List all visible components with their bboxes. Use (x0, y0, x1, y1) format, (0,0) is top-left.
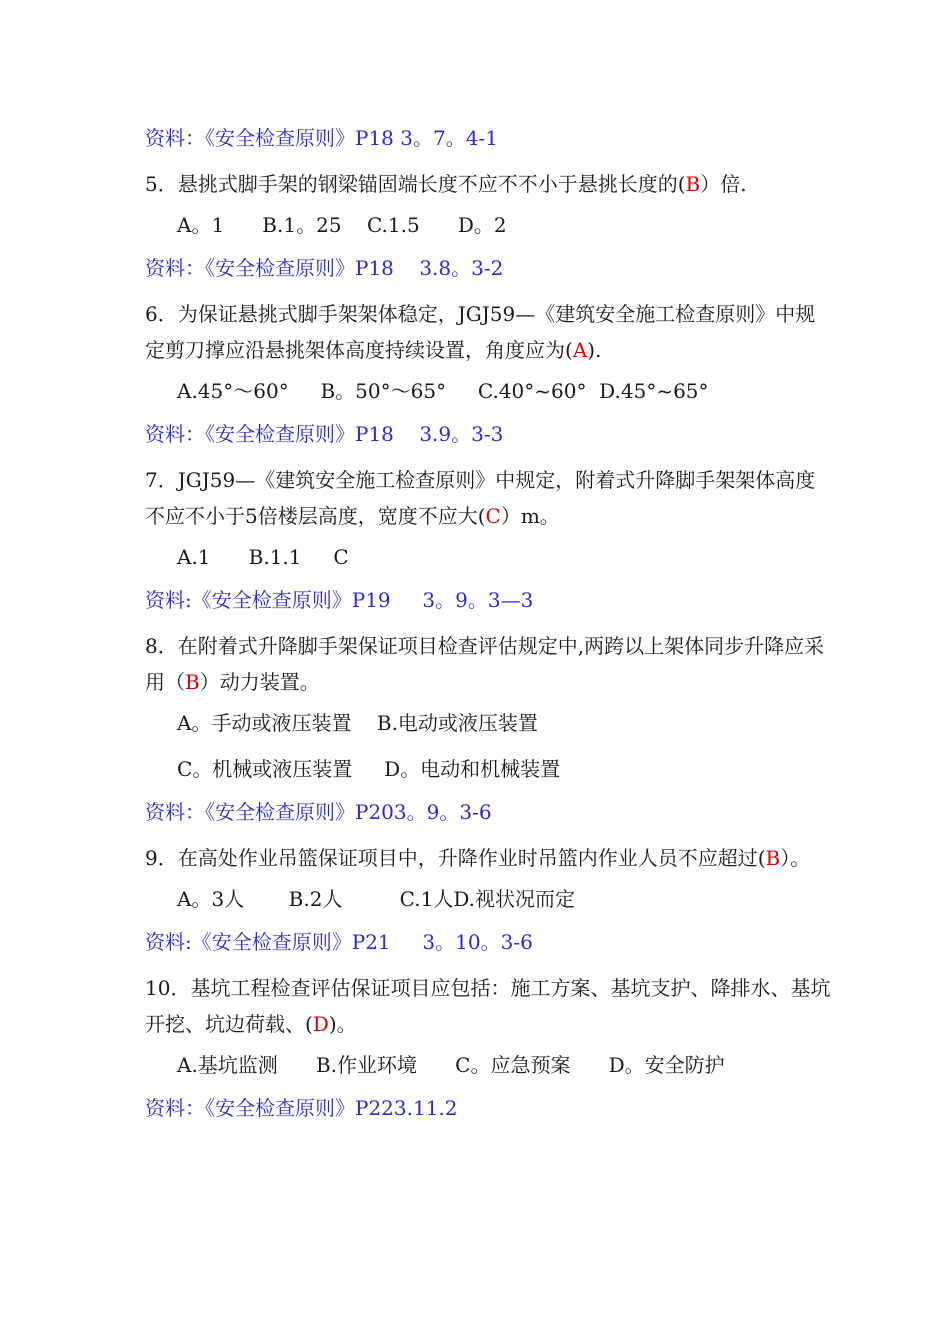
question-stem: 在附着式升降脚手架保证项目检查评估规定中,两跨以上架体同步升降应采用（ (145, 634, 825, 694)
question-text (145, 968, 835, 1042)
question-number: 7． (145, 468, 178, 492)
question-text (145, 460, 835, 534)
question-number: 6． (145, 302, 178, 326)
question-number: 9． (145, 846, 178, 870)
answer-options: A.1 B.1.1 C (177, 545, 349, 569)
question-text (145, 838, 835, 876)
question-text (145, 294, 835, 368)
question-end: )。 (328, 1012, 357, 1036)
answer-options: C。机械或液压装置 D。电动和机械装置 (177, 757, 561, 781)
answer-letter: B (185, 670, 200, 694)
question-end: ）。 (780, 846, 811, 870)
document-page (145, 118, 835, 1134)
question-stem: 在高处作业吊篮保证项目中，升降作业时吊篮内作业人员不应超过( (177, 846, 766, 870)
answer-options: A。手动或液压装置 B.电动或液压装置 (177, 711, 538, 735)
reference-source: 资料：《安全检查原则》P203。9。3-6 (145, 800, 492, 824)
answer-letter: A (572, 338, 588, 362)
answer-options: A.45°～60° B。50°～65° C.40°~60° D.45°~65° (177, 379, 709, 403)
answer-letter: D (312, 1012, 329, 1036)
question-end: ）动力装置。 (199, 670, 320, 694)
question-end: ）m。 (500, 504, 560, 528)
reference-source: 资料：《安全检查原则》P223.11.2 (145, 1096, 458, 1120)
answer-letter: B (685, 172, 701, 196)
question-number: 10． (145, 976, 191, 1000)
reference-source: 资料：《安全检查原则》P18 3.9。3-3 (145, 422, 504, 446)
question-end: ）倍. (700, 172, 747, 196)
question-stem: 基坑工程检查评估保证项目应包括：施工方案、基坑支护、降排水、基坑开挖、坑边荷载、( (145, 976, 831, 1036)
question-stem: JGJ59—《建筑安全施工检查原则》中规定，附着式升降脚手架架体高度不应不小于5倍楼层高度，宽度不应大( (145, 468, 816, 528)
question-stem: 悬挑式脚手架的钢梁锚固端长度不应不不小于悬挑长度的( (177, 172, 686, 196)
question-end: ). (587, 338, 602, 362)
answer-options: A.基坑监测 B.作业环境 C。应急预案 D。安全防护 (177, 1053, 725, 1077)
answer-options: A。1 B.1。25 C.1.5 D。2 (177, 213, 507, 237)
answer-options: A。3人 B.2人 C.1人D.视状况而定 (177, 887, 576, 911)
reference-source: 资料:《安全检查原则》P19 3。9。3—3 (145, 588, 534, 612)
reference-source: 资料：《安全检查原则》P18 3。7。4-1 (145, 126, 498, 150)
question-stem: 为保证悬挑式脚手架架体稳定，JGJ59—《建筑安全施工检查原则》中规定剪刀撑应沿悬挑架体高度持续设置，角度应为( (145, 302, 816, 362)
reference-source: 资料：《安全检查原则》P18 3.8。3-2 (145, 256, 504, 280)
question-text (145, 164, 835, 202)
answer-letter: B (765, 846, 781, 870)
question-text (145, 626, 835, 700)
question-number: 5． (145, 172, 178, 196)
reference-source: 资料:《安全检查原则》P21 3。10。3-6 (145, 930, 533, 954)
answer-letter: C (485, 504, 501, 528)
question-number: 8． (145, 634, 178, 658)
